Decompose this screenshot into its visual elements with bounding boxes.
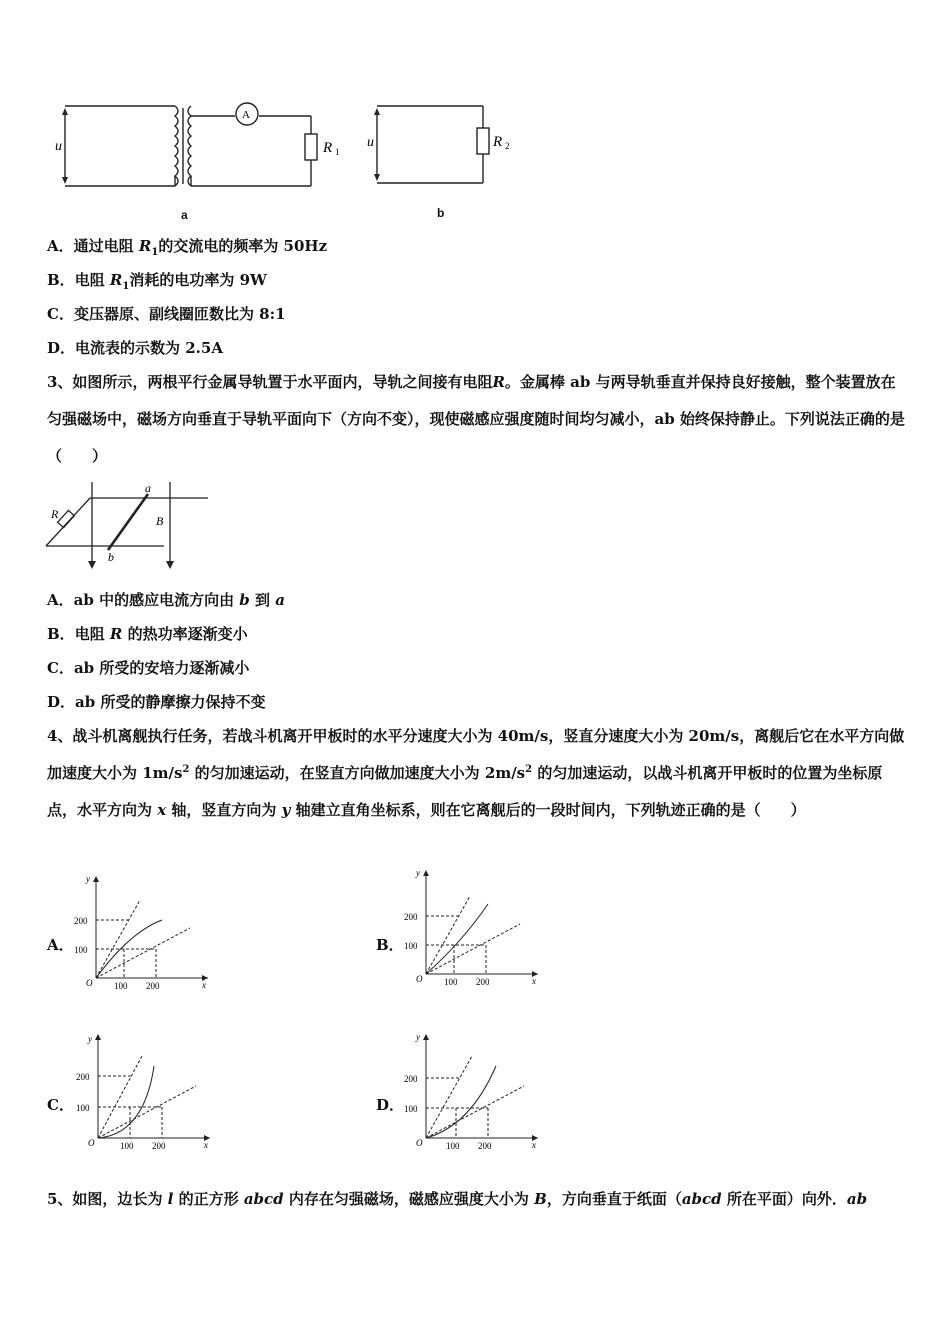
svg-text:200: 200 xyxy=(152,1141,166,1151)
fig-a-label: a xyxy=(145,481,151,495)
q4-option-d-label: D． xyxy=(376,1096,405,1114)
u-label-b: u xyxy=(367,135,374,150)
rail-magnetic-field-figure xyxy=(40,478,220,578)
svg-text:O: O xyxy=(416,1138,423,1148)
u-label-a: u xyxy=(55,139,62,154)
svg-text:200: 200 xyxy=(404,1074,418,1084)
svg-text:y: y xyxy=(416,1032,420,1042)
q2-option-d: D．电流表的示数为 2.5A xyxy=(47,339,223,357)
svg-text:O: O xyxy=(86,978,93,988)
fig-field-label: B xyxy=(156,514,164,528)
q3-option-d: D．ab 所受的静摩擦力保持不变 xyxy=(47,693,266,711)
svg-text:200: 200 xyxy=(74,916,88,926)
svg-text:200: 200 xyxy=(76,1072,90,1082)
svg-text:x: x xyxy=(204,1140,208,1150)
svg-text:y: y xyxy=(416,868,420,878)
svg-text:100: 100 xyxy=(114,981,128,991)
svg-text:100: 100 xyxy=(404,1104,418,1114)
trajectory-graph-a xyxy=(70,870,220,995)
q3-option-c: C．ab 所受的安培力逐渐减小 xyxy=(47,659,250,677)
resistor-circuit-figure-b xyxy=(365,98,525,193)
trajectory-graph-b xyxy=(400,866,550,991)
q3-stem: 3、如图所示，两根平行金属导轨置于水平面内，导轨之间接有电阻R。金属棒 ab 与两导轨垂直并保持良好接触，整个装置放在匀强磁场中，磁场方向垂直于导轨平面向下（方向不变），现使磁感应强度随时间均匀减小，ab 始终保持静止。下列说法正确的是（ ） xyxy=(47,373,905,465)
svg-text:100: 100 xyxy=(76,1103,90,1113)
svg-text:y: y xyxy=(88,1034,92,1044)
r2-label: R xyxy=(493,134,503,150)
svg-text:x: x xyxy=(532,1140,536,1150)
q2-option-a: A．通过电阻 $R_1$的交流电的频率为 50Hz xyxy=(47,237,328,258)
caption-b: b xyxy=(437,206,445,220)
q4-option-b-label: B． xyxy=(376,936,404,954)
svg-text:O: O xyxy=(88,1138,95,1148)
q2-option-b: B．电阻 $R_1$消耗的电功率为 9W xyxy=(47,271,267,292)
trajectory-graph-c xyxy=(72,1030,222,1155)
q2-option-c: C．变压器原、副线圈匝数比为 8:1 xyxy=(47,305,286,323)
svg-text:100: 100 xyxy=(404,941,418,951)
svg-text:100: 100 xyxy=(120,1141,134,1151)
svg-text:200: 200 xyxy=(476,977,490,987)
svg-text:100: 100 xyxy=(444,977,458,987)
q3-option-a: A．ab 中的感应电流方向由 b 到 a xyxy=(47,591,285,609)
fig-r-label: R xyxy=(51,507,59,521)
svg-text:x: x xyxy=(202,980,206,990)
svg-text:100: 100 xyxy=(446,1141,460,1151)
q4-stem: 4、战斗机离舰执行任务，若战斗机离开甲板时的水平分速度大小为 40m/s，竖直分速度大小为 20m/s，离舰后它在水平方向做加速度大小为 $1m/s^2$ 的匀加速运动，在竖直方向做加速度大小为 $2m/s^2$ 的匀加速运动，以战斗机离开甲板时的位置为坐标原点，水平方向为 x 轴，竖直方向为 y 轴建立直角坐标系，则在它离舰后的一段时间内，下列轨迹正确的是（ ） xyxy=(47,727,905,819)
q3-option-b: B．电阻 R 的热功率逐渐变小 xyxy=(47,625,248,643)
q5-stem: 5、如图，边长为 l 的正方形 abcd 内存在匀强磁场，磁感应强度大小为 B，方向垂直于纸面（abcd 所在平面）向外．ab xyxy=(47,1190,868,1208)
r2-sub: 2 xyxy=(505,141,510,151)
ammeter-label: A xyxy=(242,109,250,121)
q4-option-a-label: A． xyxy=(47,936,74,954)
transformer-circuit-figure-a xyxy=(55,98,355,193)
trajectory-graph-d xyxy=(400,1030,550,1155)
svg-text:y: y xyxy=(86,874,90,884)
svg-text:x: x xyxy=(532,976,536,986)
r1-sub: 1 xyxy=(335,147,340,157)
q4-option-c-label: C． xyxy=(47,1096,74,1114)
svg-text:100: 100 xyxy=(74,945,88,955)
svg-text:200: 200 xyxy=(404,912,418,922)
svg-text:O: O xyxy=(416,974,423,984)
caption-a: a xyxy=(181,208,188,222)
fig-b-label: b xyxy=(108,550,114,564)
svg-text:200: 200 xyxy=(478,1141,492,1151)
r1-label: R xyxy=(323,140,333,156)
svg-text:200: 200 xyxy=(146,981,160,991)
